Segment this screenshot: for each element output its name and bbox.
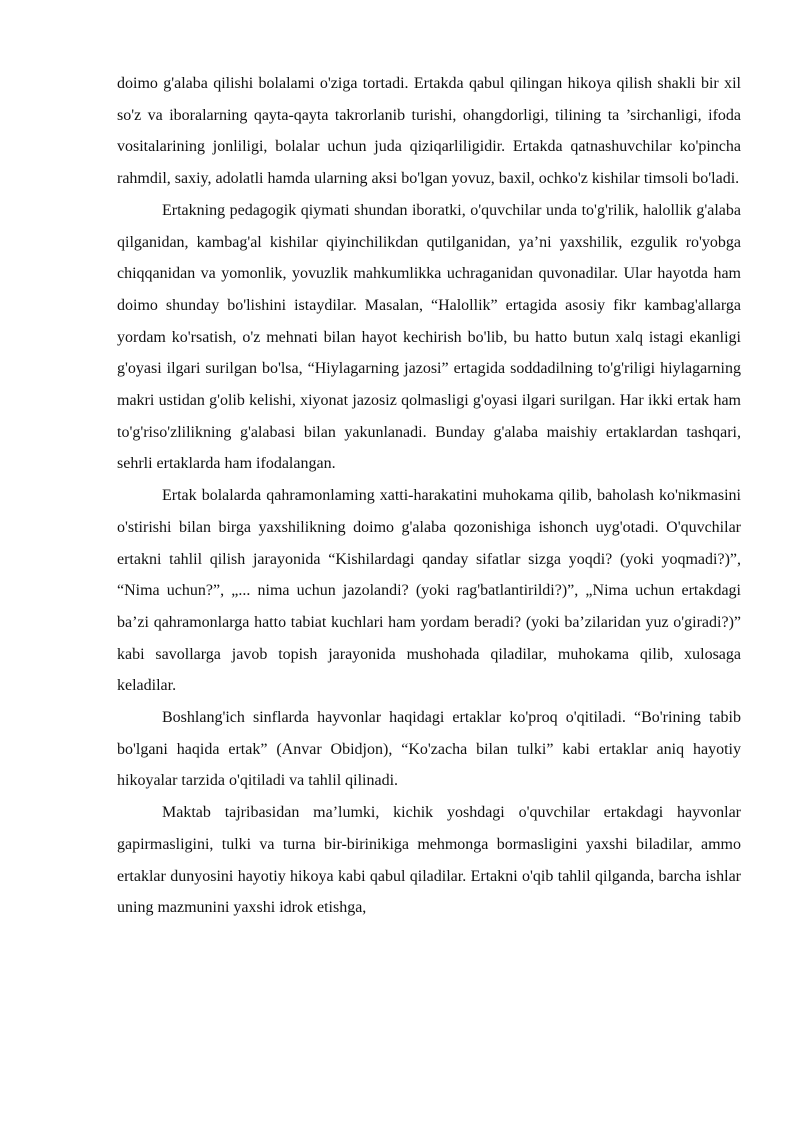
- paragraph-5: Maktab tajribasidan ma’lumki, kichik yoshdagi o'quvchilar ertakdagi hayvonlar gapirmasligini, tulki va turna bir-birinikiga mehmonga bormasligini yaxshi biladilar, ammo ertaklar dunyosini hayotiy hikoya kabi qabul qiladilar. Ertakni o'qib tahlil qilganda, barcha ishlar uning mazmunini yaxshi idrok etishga,: [117, 804, 741, 917]
- paragraph-4: Boshlang'ich sinflarda hayvonlar haqidagi ertaklar ko'proq o'qitiladi. “Bo'rining tabib bo'lgani haqida ertak” (Anvar Obidjon), “Ko'zacha bilan tulki” kabi ertaklar aniq hayotiy hikoyalar tarzida o'qitiladi va tahlil qilinadi.: [117, 709, 741, 790]
- document-page: [117, 68, 741, 924]
- paragraph-1: doimo g'alaba qilishi bolalami o'ziga tortadi. Ertakda qabul qilingan hikoya qilish shakli bir xil so'z va iboralarning qayta-qayta takrorlanib turishi, ohangdorligi, tilining ta ’sirchanligi, ifoda vositalarining jonliligi, bolalar uchun juda qiziqarliligidir. Ertakda qatnashuvchilar ko'pincha rahmdil, saxiy, adolatli hamda ularning aksi bo'lgan yovuz, baxil, ochko'z kishilar timsoli bo'ladi.: [117, 75, 741, 188]
- paragraph-3: Ertak bolalarda qahramonlaming xatti-harakatini muhokama qilib, baholash ko'nikmasini o'stirishi bilan birga yaxshilikning doimo g'alaba qozonishiga ishonch uyg'otadi. O'quvchilar ertakni tahlil qilish jarayonida “Kishilardagi qanday sifatlar sizga yoqdi? (yoki yoqmadi?)”, “Nima uchun?”, „... nima uchun jazolandi? (yoki rag'batlantirildi?)”, „Nima uchun ertakdagi ba’zi qahramonlarga hatto tabiat kuchlari ham yordam beradi? (yoki ba’zilaridan yuz o'giradi?)” kabi savollarga javob topish jarayonida mushohada qiladilar, muhokama qilib, xulosaga keladilar.: [117, 487, 741, 695]
- paragraph-2: Ertakning pedagogik qiymati shundan iboratki, o'quvchilar unda to'g'rilik, halollik g'alaba qilganidan, kambag'al kishilar qiyinchilikdan qutilganidan, ya’ni yaxshilik, ezgulik ro'yobga chiqqanidan va yomonlik, yovuzlik mahkumlikka uchraganidan quvonadilar. Ular hayotda ham doimo shunday bo'lishini istaydilar. Masalan, “Halollik” ertagida asosiy fikr kambag'allarga yordam ko'rsatish, o'z mehnati bilan hayot kechirish bo'lib, bu hatto butun xalq istagi ekanligi g'oyasi ilgari surilgan bo'lsa, “Hiylagarning jazosi” ertagida soddadilning to'g'riligi hiylagarning makri ustidan g'olib kelishi, xiyonat jazosiz qolmasligi g'oyasi ilgari surilgan. Har ikki ertak ham to'g'riso'zlilikning g'alabasi bilan yakunlanadi. Bunday g'alaba maishiy ertaklardan tashqari, sehrli ertaklarda ham ifodalangan.: [117, 201, 741, 473]
